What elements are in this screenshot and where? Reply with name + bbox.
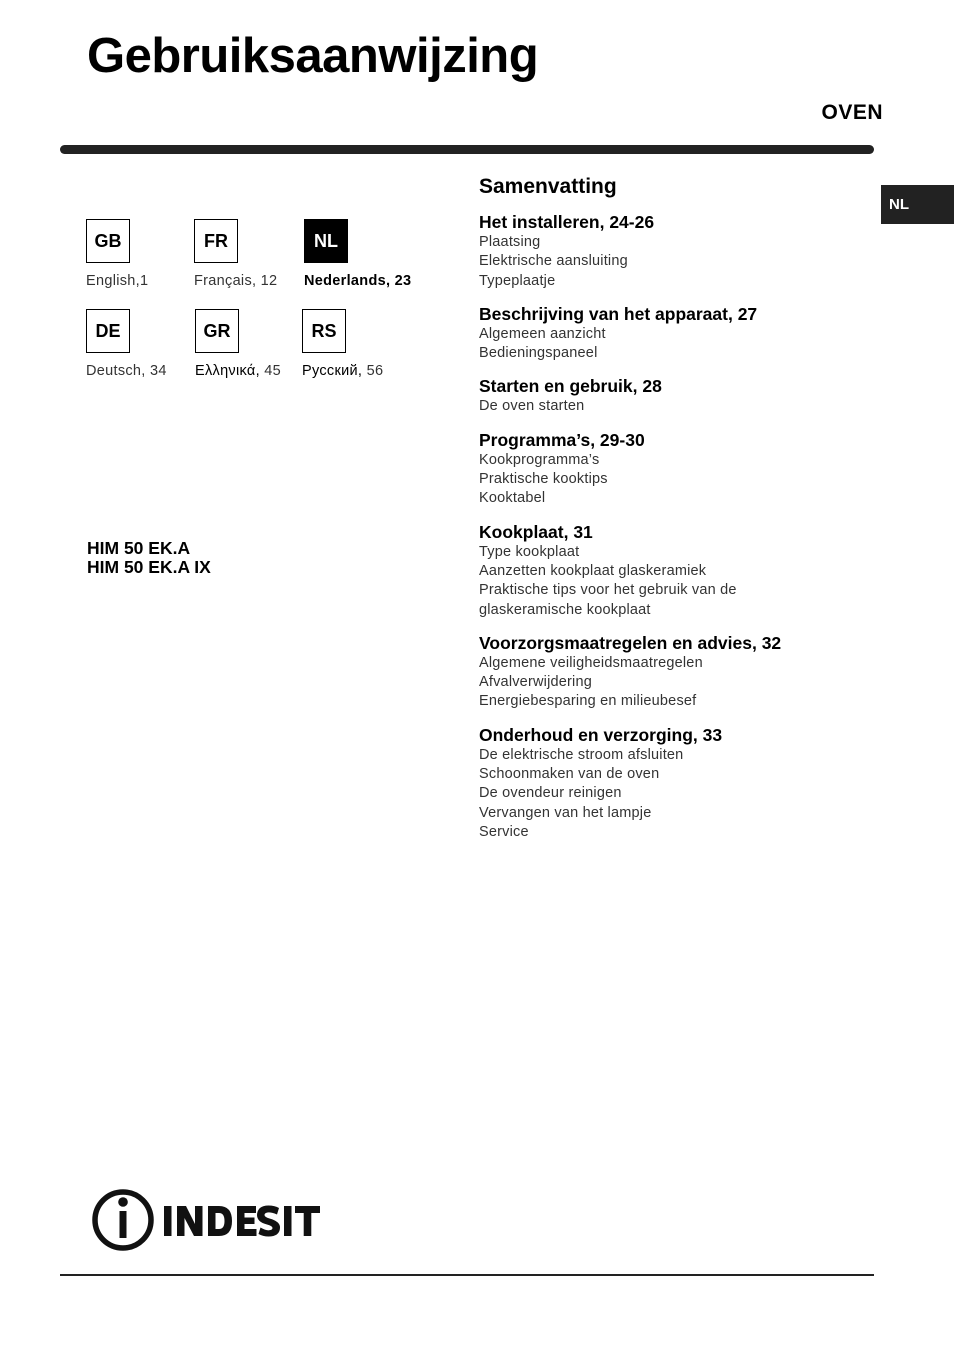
toc-item: Aanzetten kookplaat glaskeramiek: [479, 562, 707, 579]
language-label: [195, 363, 281, 379]
toc-item: Kooktabel: [479, 490, 546, 507]
toc-item: Energiebesparing en milieubesef: [479, 693, 697, 710]
toc-item: Typeplaatje: [479, 272, 556, 289]
language-option-gb[interactable]: [86, 219, 149, 289]
language-code: DE: [86, 309, 130, 353]
toc-item: Plaatsing: [479, 234, 541, 250]
language-page: 56: [366, 363, 384, 379]
toc-item: De ovendeur reinigen: [479, 785, 622, 802]
toc-section-voorzorgsmaatregelen: [479, 633, 879, 712]
toc-item: Afvalverwijdering: [479, 674, 592, 691]
toc-section-heading[interactable]: Beschrijving van het apparaat, 27: [479, 303, 758, 324]
toc-section-kookplaat: [479, 522, 879, 620]
toc-section-starten: [479, 376, 879, 416]
toc-item: Praktische tips voor het gebruik van de: [479, 582, 737, 599]
toc-section-programmas: [479, 430, 879, 509]
language-option-de[interactable]: [86, 309, 167, 379]
model-number: HIM 50 EK.A IX: [87, 557, 211, 577]
language-page: 45: [264, 363, 281, 379]
bottom-divider: [60, 1274, 874, 1276]
page-title: Gebruiksaanwijzing: [87, 29, 539, 83]
toc-item: Kookprogramma’s: [479, 451, 600, 468]
language-label: Nederlands, 23: [304, 273, 412, 289]
model-number: HIM 50 EK.A: [87, 538, 191, 558]
toc-item: Algemene veiligheidsmaatregelen: [479, 654, 703, 671]
language-name: Русский,: [302, 363, 363, 379]
toc-title: Samenvatting: [479, 175, 617, 198]
toc-item: Praktische kooktips: [479, 471, 608, 488]
toc-section-heading[interactable]: Programma’s, 29-30: [479, 429, 645, 450]
language-code: RS: [302, 309, 346, 353]
toc-section-installeren: [479, 212, 879, 291]
toc-section-heading[interactable]: Het installeren, 24-26: [479, 212, 655, 232]
table-of-contents: [479, 175, 879, 855]
toc-section-heading[interactable]: Starten en gebruik, 28: [479, 376, 662, 397]
toc-section-heading[interactable]: Voorzorgsmaatregelen en advies, 32: [479, 632, 782, 653]
toc-item: Schoonmaken van de oven: [479, 766, 660, 783]
top-divider: [60, 145, 874, 154]
toc-item: De elektrische stroom afsluiten: [479, 746, 684, 763]
logo-stem: [120, 1211, 127, 1238]
product-type: OVEN: [821, 101, 883, 124]
toc-section-heading[interactable]: Onderhoud en verzorging, 33: [479, 724, 723, 745]
toc-item: Algemeen aanzicht: [479, 325, 606, 342]
logo-dot: [118, 1197, 128, 1207]
language-code: GR: [195, 309, 239, 353]
toc-item: De oven starten: [479, 398, 585, 415]
language-option-gr[interactable]: [195, 309, 281, 379]
language-label: [302, 363, 383, 379]
language-label: English,1: [86, 273, 149, 289]
toc-item: Type kookplaat: [479, 543, 580, 560]
language-option-rs[interactable]: [302, 309, 384, 379]
toc-section-onderhoud: [479, 725, 879, 842]
language-side-tab: NL: [881, 185, 954, 224]
toc-item: Vervangen van het lampje: [479, 804, 652, 821]
language-code: NL: [304, 219, 348, 263]
language-name: Ελληνικά,: [195, 363, 260, 379]
toc-section-heading[interactable]: Kookplaat, 31: [479, 521, 593, 542]
toc-item: Service: [479, 823, 529, 840]
model-numbers: [87, 539, 211, 577]
toc-item: Elektrische aansluiting: [479, 253, 628, 270]
toc-item: glaskeramische kookplaat: [479, 601, 651, 618]
language-option-fr[interactable]: [194, 219, 278, 289]
indesit-logo: [91, 1186, 323, 1254]
language-label: Français, 12: [194, 273, 278, 289]
language-code: FR: [194, 219, 238, 263]
language-label: Deutsch, 34: [86, 363, 167, 379]
language-code: GB: [86, 219, 130, 263]
language-option-nl[interactable]: [304, 219, 412, 289]
toc-section-beschrijving: [479, 304, 879, 364]
toc-item: Bedieningspaneel: [479, 345, 598, 362]
